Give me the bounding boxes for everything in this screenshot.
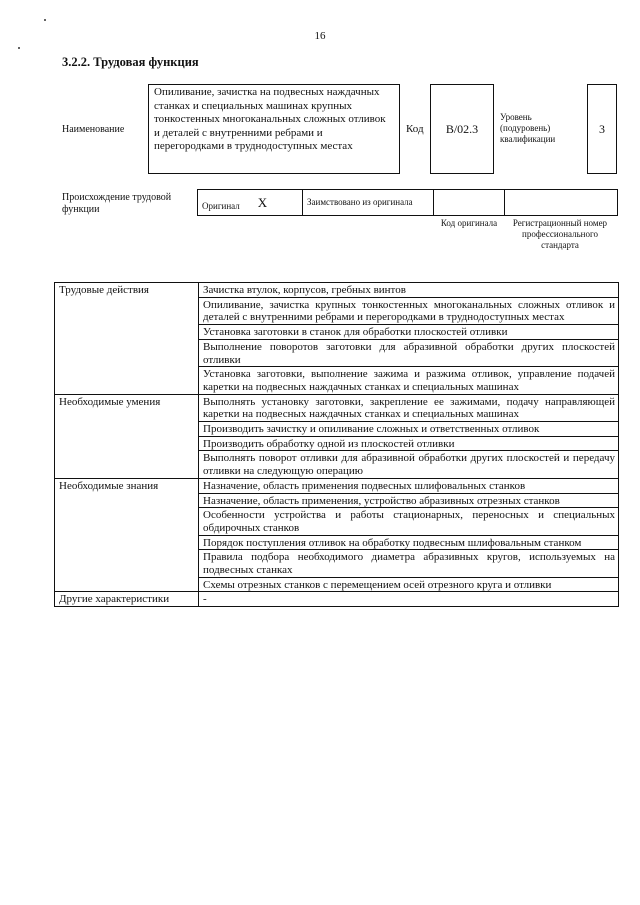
function-name-value: Опиливание, зачистка на подвесных наждачных станках и специальных машинах крупных тонкостенных многоканальных сложных отливок и деталей с внутренними ребрами и перегородками в труднодоступных местах [154,86,386,152]
level-value: 3 [599,122,605,136]
table-cell: Зачистка втулок, корпусов, гребных винтов [199,283,619,298]
table-row [55,550,619,577]
table-cell: Правила подбора необходимого диаметра абразивных кругов, используемых на подвесных станках [199,550,619,577]
table-cell: Особенности устройства и работы стационарных, переносных и специальных обдирочных станков [199,508,619,535]
original-label: Оригинал [202,200,240,211]
table-cell: Установка заготовки, выполнение зажима и разжима отливок, управление подачей каретки на подвесных наждачных станках и специальных машинах [199,367,619,394]
original-code-caption: Код оригинала [440,218,498,228]
table-row [55,493,619,508]
table-row [55,508,619,535]
origin-label: Происхождение трудовой функции [62,192,172,215]
table-row [55,422,619,437]
table-row [55,535,619,550]
table-row [55,297,619,324]
code-box [430,84,494,174]
reg-number-cell [505,190,618,216]
function-details-table [54,282,619,607]
section-label-required-skills: Необходимые умения [55,394,199,421]
borrowed-label: Заимствовано из оригинала [307,197,413,207]
section-label-required-knowledge: Необходимые знания [55,478,199,493]
original-cell [198,190,303,216]
original-mark: X [257,194,268,210]
table-cell: Выполнять установку заготовки, закрепление ее зажимами, подачу направляющей каретки на подвесных наждачных станках и специальных машинах [199,394,619,421]
section-label-other-characteristics: Другие характеристики [55,592,199,607]
table-row [55,436,619,451]
table-cell: Опиливание, зачистка крупных тонкостенных многоканальных сложных отливок и деталей с внутренними ребрами и перегородками в труднодоступных местах [199,297,619,324]
table-row [55,394,619,421]
table-row [55,478,619,493]
table-cell: Производить зачистку и опиливание сложных и ответственных отливок [199,422,619,437]
table-cell: Выполнять поворот отливки для абразивной обработки других плоскостей и передачу отливки на следующую операцию [199,451,619,478]
code-label: Код [406,123,424,135]
section-heading: 3.2.2. Трудовая функция [62,55,199,69]
table-row [55,592,619,607]
table-row [55,283,619,298]
table-row [55,577,619,592]
table-row [55,339,619,366]
original-code-cell [434,190,505,216]
section-label-labor-actions: Трудовые действия [55,283,199,298]
name-label: Наименование [62,124,125,135]
table-row [55,451,619,478]
level-label: Уровень (подуровень) квалификации [500,112,556,144]
table-cell: Выполнение поворотов заготовки для абразивной обработки других плоскостей отливки [199,339,619,366]
table-cell: Схемы отрезных станков с перемещением осей отрезного круга и отливки [199,577,619,592]
code-value: B/02.3 [445,122,479,136]
table-row [55,325,619,340]
level-box [587,84,617,174]
scan-speck [18,47,20,49]
page-number: 16 [314,30,326,42]
function-name-box [148,84,400,174]
table-cell: Порядок поступления отливок на обработку подвесным шлифовальным станком [199,535,619,550]
table-cell: - [199,592,619,607]
table-cell: Производить обработку одной из плоскостей отливки [199,436,619,451]
borrowed-cell [303,190,434,216]
table-cell: Установка заготовки в станок для обработки плоскостей отливки [199,325,619,340]
origin-table [197,189,618,216]
scan-speck [44,19,46,21]
reg-number-caption: Регистрационный номер профессионального стандарта [512,218,608,250]
table-cell: Назначение, область применения подвесных шлифовальных станков [199,478,619,493]
table-cell: Назначение, область применения, устройство абразивных отрезных станков [199,493,619,508]
table-row [55,367,619,394]
